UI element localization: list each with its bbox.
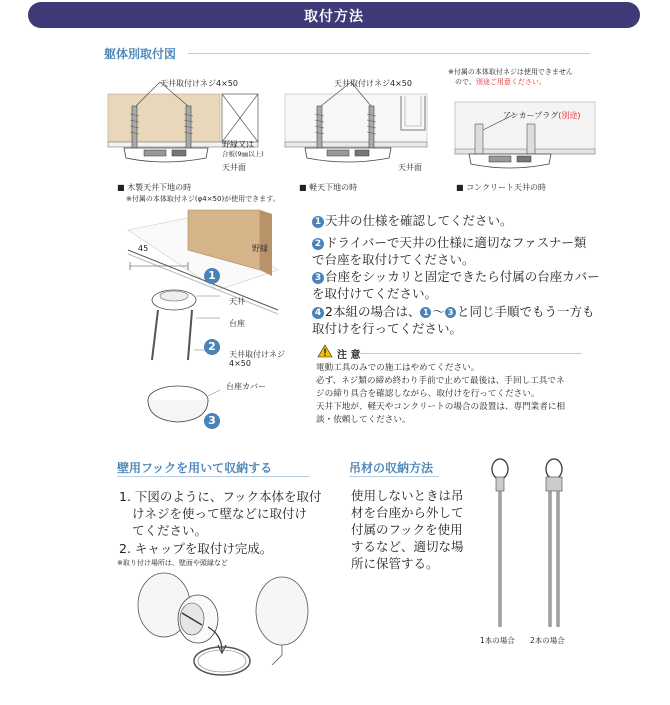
storage-text: 使用しないときは吊 材を台座から外して 付属のフックを使用 するなど、適切な場 所に保管する。 [351, 488, 464, 571]
install-badge-3: 3 [204, 410, 221, 429]
hook-note: ※取り付け場所は、壁面や頭縁など [117, 559, 228, 567]
plug-label: アンカープラグ(別途) [503, 111, 581, 120]
dimension-label: 45 [138, 244, 149, 253]
step-1: 1 天井の仕様を確認してください。 [312, 212, 513, 229]
section-title-storage: 吊材の収納方法 [349, 461, 434, 475]
install-joist-label: 野縁 [252, 244, 268, 253]
install-badge-1: 1 [204, 265, 221, 284]
step-2: 2 ドライバーで天井の仕様に適切なファスナー類 で台座を取付けてください。 [312, 235, 587, 267]
install-screw-label-2: 4×50 [229, 359, 251, 368]
header-bar [28, 2, 640, 28]
steel-ceiling-label: 天井面 [398, 163, 422, 172]
install-cover-label: 台座カバー [226, 382, 266, 391]
wood-caption: ■ 木製天井下地の時 [117, 183, 192, 192]
page-title: 取付方法 [304, 9, 364, 25]
wood-note: ※付属の本体取付ネジ(φ4×50)が使用できます。 [126, 195, 280, 203]
wood-joist-label: 野縁又は [222, 140, 254, 149]
wood-joist-sublabel: 合板(9㎜以上) [222, 150, 264, 158]
label-single-rod: 1本の場合 [480, 636, 515, 645]
concrete-note-1: ※付属の本体取付ネジは使用できません [448, 68, 573, 76]
installation-illustration [108, 210, 318, 430]
steel-screw-label: 天井取付けネジ4×50 [334, 79, 412, 88]
install-base-label: 台座 [229, 319, 245, 328]
section-title-hook: 壁用フックを用いて収納する [117, 461, 273, 475]
section-divider-storage [349, 476, 439, 477]
wood-ceiling-label: 天井面 [222, 163, 246, 172]
concrete-caption: ■ コンクリート天井の時 [456, 183, 546, 192]
section-divider [188, 53, 590, 54]
wall-hook-illustration [126, 575, 326, 685]
section-title-mount: 躯体別取付図 [104, 47, 177, 61]
install-ceiling-label: 天井 [229, 297, 245, 306]
wood-screw-label: 天井取付けネジ4×50 [160, 79, 238, 88]
install-screw-label-1: 天井取付けネジ [229, 350, 285, 359]
warning-icon [318, 345, 332, 357]
hanging-rods-illustration [476, 455, 586, 635]
caution-divider [360, 353, 582, 354]
step-3: 3 台座をシッカリと固定できたら付属の台座カバー を取付けてください。 [312, 269, 600, 301]
hook-step-1: 1. 下図のように、フック本体を取付 けネジを使って壁などに取付け てください。 [119, 489, 322, 538]
concrete-note-2: ので、別途ご用意ください。 [455, 78, 546, 86]
caution-body: 電動工具のみでの施工はやめてください。 必ず、ネジ類の締め終わり手前で止めて最後は、手回し工具でネ ジの締り具合を確認しながら、取付けを行ってください。 天井下地が、軽天やコンクリートの場合の設置は、専門業者に相 談・依頼してください。 [316, 363, 566, 425]
step-4: 4 2本組の場合は、 1 ～ 3 と同じ手順でもう一方も 取付けを行ってください。 [312, 304, 595, 336]
caution-title: 注 意 [337, 350, 361, 361]
section-divider-hook [117, 476, 310, 477]
label-double-rod: 2本の場合 [530, 636, 565, 645]
hook-step-2: 2. キャップを取付け完成。 [119, 541, 273, 556]
steel-caption: ■ 軽天下地の時 [299, 183, 358, 192]
install-badge-2: 2 [204, 336, 221, 355]
